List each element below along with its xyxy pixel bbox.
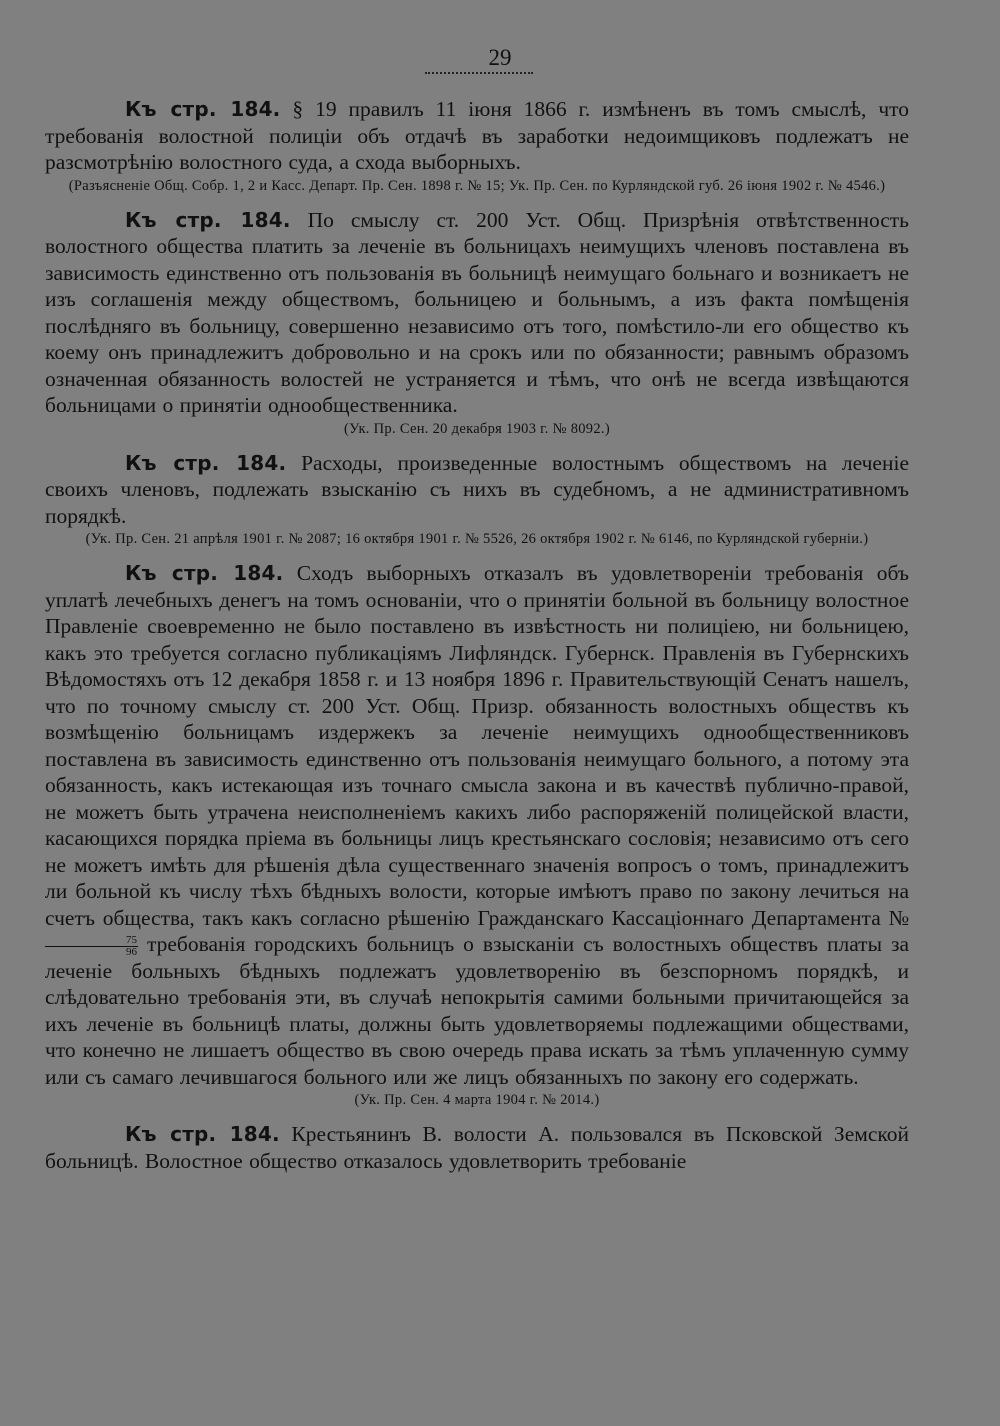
fraction-numerator: 75 — [45, 935, 138, 947]
entry-text: По смыслу ст. 200 Уст. Общ. Призрѣнія отвѣтственность волостного общества платить за леченіе въ больницахъ неимущихъ членовъ поставлена въ зависимость единственно отъ пользованія въ больницѣ неимущаго больнаго и возникаетъ не изъ соглашенія между обществомъ, больницею и больнымъ, а изъ факта помѣщенія послѣдняго въ больницу, совершенно независимо отъ того, помѣстило-ли его общество къ коему онъ принадлежитъ добровольно и на срокъ или по обязанности; равнымъ образомъ означенная обязанность волостей не устраняется и тѣмъ, что онѣ не всегда извѣщаются больницами о принятіи однообщественника. — [45, 207, 909, 417]
entry-text: § 19 правилъ 11 іюня 1866 г. измѣненъ въ томъ смыслѣ, что требованія волостной полиціи объ отдачѣ въ заработки недоимщиковъ подлежатъ не разсмотрѣнію волостного суда, а схода выборныхъ. — [45, 97, 909, 174]
entry-paragraph — [45, 96, 909, 176]
entry-citation: (Ук. Пр. Сен. 20 декабря 1903 г. № 8092.) — [344, 420, 610, 437]
entry-lead: Къ стр. 184. — [125, 207, 291, 232]
entry-text-continued: требованія городскихъ больницъ о взысканіи съ волостныхъ обществъ платы за леченіе больныхъ бѣдныхъ подлежатъ удовлетворенію въ безспорномъ порядкѣ, и слѣдовательно требованія эти, въ случаѣ непокрытія самими больными причитающейся за ихъ леченіе въ больницѣ платы, должны быть удовлетворяемы подлежащими обществами, что конечно не лишаетъ общество въ свою очередь права искать за тѣмъ уплаченную сумму или съ самаго лечившагося больного или же лицъ обязанныхъ по закону его содержать. — [45, 932, 910, 1089]
entry-citation: (Ук. Пр. Сен. 4 марта 1904 г. № 2014.) — [354, 1092, 600, 1109]
document-body — [45, 96, 909, 1186]
page-number: 29 — [488, 45, 512, 70]
entry-text: Крестьянинъ В. волости А. пользовался въ Псковской Земской больницѣ. Волостное общество отказалось удовлетворить требованіе — [45, 1122, 910, 1173]
fraction-denominator: 96 — [126, 945, 137, 958]
entry-citation: (Разъясненіе Общ. Собр. 1, 2 и Касс. Департ. Пр. Сен. 1898 г. № 15; Ук. Пр. Сен. по Курляндской губ. 26 іюня 1902 г. № 4546.) — [68, 177, 886, 194]
entry-5 — [45, 1121, 909, 1174]
entry-paragraph — [45, 207, 909, 419]
entry-paragraph — [45, 450, 909, 530]
entry-paragraph — [45, 560, 909, 1090]
entry-citation: (Ук. Пр. Сен. 21 апрѣля 1901 г. № 2087; 16 октября 1901 г. № 5526, 26 октября 1902 г. № 6146, по Курляндской губерніи.) — [85, 531, 869, 547]
page-number-ornament — [425, 72, 533, 74]
entry-lead: Къ стр. 184. — [125, 1122, 280, 1147]
entry-lead: Къ стр. 184. — [125, 561, 284, 585]
entry-3 — [45, 450, 909, 549]
entry-text: Сходъ выборныхъ отказалъ въ удовлетвореніи требованія объ уплатѣ лечебныхъ денегъ на томъ основаніи, что о принятіи больной въ больницу волостное Правленіе своевременно не было поставлено въ извѣстность ни полиціею, ни больницею, какъ это требуется согласно публикаціямъ Лифляндск. Губернск. Правленія въ Губернскихъ Вѣдомостяхъ отъ 12 декабря 1858 г. и 13 ноября 1896 г. Правительствующій Сенатъ нашелъ, что по точному смыслу ст. 200 Уст. Общ. Призр. обязанность волостныхъ обществъ къ возмѣщенію больницамъ издержекъ за леченіе неимущихъ однообщественниковъ поставлена въ зависимость единственно отъ пользованія неимущаго больного, а потому эта обязанность, какъ истекающая изъ точнаго смысла закона и въ качествѣ публично-правой, не можетъ быть утрачена неисполненіемъ какихъ либо распоряженій полицейской власти, касающихся порядка пріема въ больницы лицъ крестьянскаго сословія; независимо отъ сего не можетъ имѣть для рѣшенія дѣла существеннаго значенія вопросъ о томъ, принадлежитъ ли больной къ числу тѣхъ бѣдныхъ волости, которые имѣютъ право по закону лечиться на счетъ общества, такъ какъ согласно рѣшенію Гражданскаго Кассаціоннаго Департамента № — [45, 561, 910, 930]
entry-1 — [45, 96, 909, 195]
entry-4 — [45, 560, 909, 1109]
entry-text: Расходы, произведенные волостнымъ обществомъ на леченіе своихъ членовъ, подлежать взысканію съ нихъ въ судебномъ, а не административномъ порядкѣ. — [45, 450, 909, 528]
case-number-fraction — [45, 935, 138, 958]
entry-lead: Къ стр. 184. — [125, 450, 287, 475]
entry-2 — [45, 207, 909, 438]
entry-paragraph — [45, 1121, 909, 1174]
entry-lead: Къ стр. 184. — [125, 97, 281, 121]
